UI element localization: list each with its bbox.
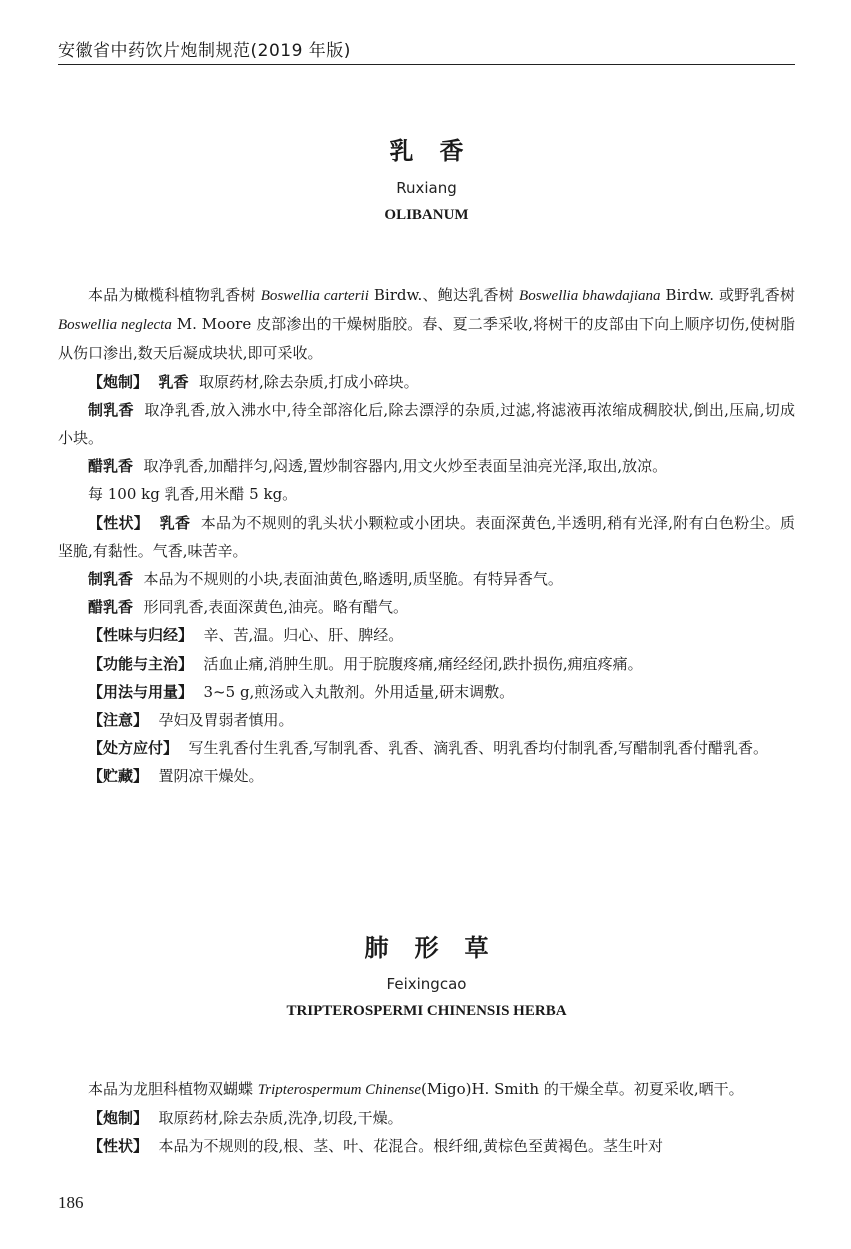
section-tag: 【功能与主治】 <box>88 654 194 673</box>
entry-latin-feixingcao: TRIPTEROSPERMI CHINENSIS HERBA <box>286 1003 567 1019</box>
section-tag: 【性状】 <box>88 513 149 532</box>
processing-paragraph: 制乳香 取净乳香,放入沸水中,待全部溶化后,除去漂浮的杂质,过滤,将滤液再浓缩成稠胶状,倒出,压扁,切成小块。 <box>58 400 795 448</box>
species-name: Boswellia neglecta <box>58 317 172 334</box>
intro-paragraph: 本品为龙胆科植物双蝴蝶 Tripterospermum Chinense(Migo)H. Smith 的干燥全草。初夏采收,晒干。 <box>88 1080 744 1098</box>
function-paragraph: 【功能与主治】 活血止痛,消肿生肌。用于脘腹疼痛,痛经经闭,跌扑损伤,痈疽疼痛。 <box>88 654 643 673</box>
header-rule <box>58 64 795 65</box>
prescription-paragraph: 【处方应付】 写生乳香付生乳香,写制乳香、乳香、滴乳香、明乳香均付制乳香,写醋制乳香付醋乳香。 <box>88 739 769 758</box>
entry-title-feixingcao: 肺形草 <box>364 934 515 962</box>
character-paragraph: 【性状】 本品为不规则的段,根、茎、叶、花混合。根纤细,黄棕色至黄褐色。茎生叶对 <box>88 1137 664 1156</box>
section-tag: 【炮制】 <box>88 1109 149 1128</box>
processing-paragraph: 【炮制】 取原药材,除去杂质,洗净,切段,干燥。 <box>88 1109 403 1128</box>
entry-title-ruxiang: 乳香 <box>389 137 490 165</box>
species-name: Tripterospermum Chinense <box>257 1082 421 1098</box>
entry-latin-ruxiang: OLIBANUM <box>384 207 469 223</box>
usage-paragraph: 【用法与用量】 3~5 g,煎汤或入丸散剂。外用适量,研末调敷。 <box>88 682 515 701</box>
running-header: 安徽省中药饮片炮制规范(2019 年版) <box>58 41 351 61</box>
entry-pinyin-feixingcao: Feixingcao <box>386 975 467 993</box>
page-number: 186 <box>58 1193 84 1212</box>
sub-heading: 乳香 <box>159 513 191 532</box>
section-tag: 【处方应付】 <box>88 739 179 758</box>
sub-heading: 乳香 <box>158 372 189 391</box>
caution-paragraph: 【注意】 孕妇及胃弱者慎用。 <box>88 711 294 730</box>
character-paragraph: 制乳香 本品为不规则的小块,表面油黄色,略透明,质坚脆。有特异香气。 <box>88 570 563 589</box>
sub-heading: 醋乳香 <box>88 598 134 617</box>
species-name: Boswellia carterii <box>260 288 369 304</box>
section-tag: 【贮藏】 <box>88 767 149 786</box>
intro-paragraph: 本品为橄榄科植物乳香树 Boswellia carterii Birdw.、鲍达乳香树 Boswellia bhawdajiana Birdw. 或野乳香树 Boswellia neglecta M. Moore 皮部渗出的干燥树脂胶。春、夏二季采收,将树干的皮部由下向上顺序切伤,使树脂从伤口渗出,数天后凝成块状,即可采收。 <box>58 286 795 363</box>
entry-body-feixingcao <box>58 1075 795 1161</box>
section-tag: 【性状】 <box>88 1137 149 1156</box>
processing-paragraph: 醋乳香 取净乳香,加醋拌匀,闷透,置炒制容器内,用文火炒至表面呈油亮光泽,取出,放凉。 <box>88 457 668 476</box>
section-tag: 【炮制】 <box>88 372 149 391</box>
entry-pinyin-ruxiang: Ruxiang <box>396 179 457 197</box>
entry-body-ruxiang <box>58 281 795 791</box>
nature-paragraph: 【性味与归经】 辛、苦,温。归心、肝、脾经。 <box>88 626 404 645</box>
processing-paragraph: 每 100 kg 乳香,用米醋 5 kg。 <box>88 485 298 504</box>
section-tag: 【用法与用量】 <box>88 682 194 701</box>
storage-paragraph: 【贮藏】 置阴凉干燥处。 <box>88 767 264 786</box>
species-name: Boswellia bhawdajiana <box>519 288 661 304</box>
section-tag: 【性味与归经】 <box>88 626 194 645</box>
sub-heading: 醋乳香 <box>88 457 134 476</box>
sub-heading: 制乳香 <box>88 400 134 419</box>
character-paragraph: 【性状】 乳香 本品为不规则的乳头状小颗粒或小团块。表面深黄色,半透明,稍有光泽,附有白色粉尘。质坚脆,有黏性。气香,味苦辛。 <box>58 513 795 560</box>
section-tag: 【注意】 <box>88 711 149 730</box>
processing-paragraph: 【炮制】 乳香 取原药材,除去杂质,打成小碎块。 <box>88 372 419 391</box>
sub-heading: 制乳香 <box>88 570 134 589</box>
character-paragraph: 醋乳香 形同乳香,表面深黄色,油亮。略有醋气。 <box>88 598 409 617</box>
